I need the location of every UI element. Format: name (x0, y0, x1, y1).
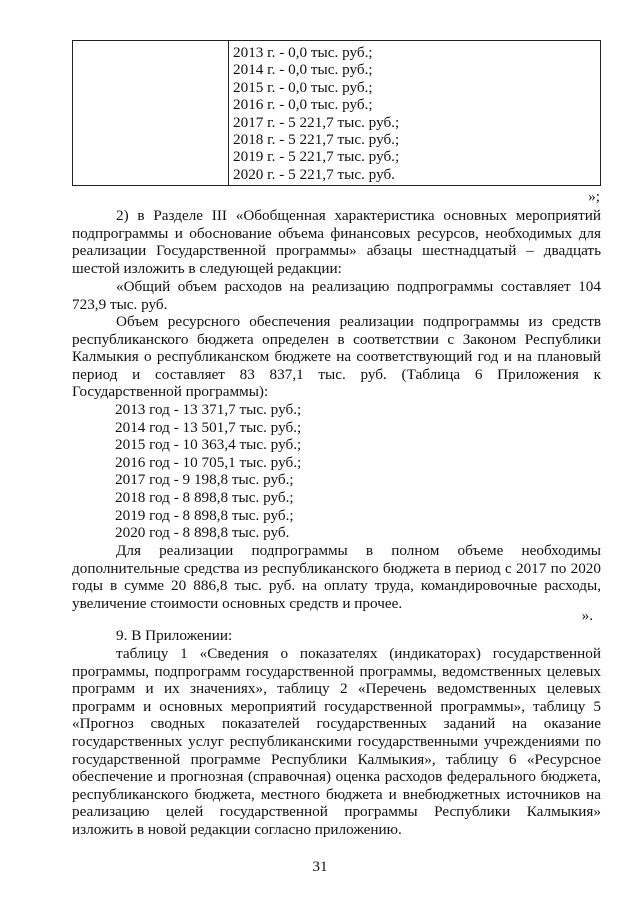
table-row: 2014 г. - 0,0 тыс. руб.; (233, 61, 373, 79)
heading-appendix: 9. В Приложении: (116, 627, 233, 644)
table-row: 2016 г. - 0,0 тыс. руб.; (233, 96, 373, 114)
table-row: 2017 г. - 5 221,7 тыс. руб.; (233, 113, 400, 131)
table-row: 2019 г. - 5 221,7 тыс. руб.; (233, 148, 400, 166)
paragraph-section-amendment: 2) в Разделе III «Обобщенная характеристика основных мероприятий подпрограммы и обоснование объема финансовых ресурсов, необходимых для реализации Государственной программы» абзацы шестнадцатый – двадцать шестой изложить в следующей редакции: (72, 207, 601, 277)
paragraph-total-expenses: «Общий объем расходов на реализацию подпрограммы составляет 104 723,9 тыс. руб. (72, 278, 601, 313)
page-number: 31 (312, 858, 328, 875)
table-cell-values (229, 41, 601, 186)
closing-quote-2: ». (581, 607, 593, 624)
list-item: 2015 год - 10 363,4 тыс. руб.; (115, 436, 302, 454)
paragraph-additional-funds: Для реализации подпрограммы в полном объеме необходимы дополнительные средства из республиканского бюджета в период с 2017 по 2020 годы в сумме 20 886,8 тыс. руб. на оплату труда, командировочные расходы, увеличение стоимости основных средств и прочее. (72, 542, 601, 612)
paragraph-resource-provision: Объем ресурсного обеспечения реализации подпрограммы из средств республиканского бюджета определен в соответствии с Законом Республики Калмыкия о республиканском бюджете на соответствующий год и на плановый период и составляет 83 837,1 тыс. руб. (Таблица 6 Приложения к Государственной программы): (72, 313, 601, 401)
yearly-funding-list (115, 401, 301, 542)
table-row: 2020 г. - 5 221,7 тыс. руб. (233, 165, 395, 183)
list-item: 2018 год - 8 898,8 тыс. руб.; (115, 488, 294, 506)
table-cell-label (73, 41, 229, 186)
list-item: 2020 год - 8 898,8 тыс. руб. (115, 524, 290, 542)
list-item: 2014 год - 13 501,7 тыс. руб.; (115, 418, 302, 436)
table-row: 2015 г. - 0,0 тыс. руб.; (233, 78, 373, 96)
list-item: 2017 год - 9 198,8 тыс. руб.; (115, 471, 294, 489)
closing-quote-1: »; (588, 188, 600, 205)
table-row: 2018 г. - 5 221,7 тыс. руб.; (233, 130, 400, 148)
paragraph-appendix-tables: таблицу 1 «Сведения о показателях (индикаторах) государственной программы, подпрограмм государственной программы, ведомственных целевых программ и их значениях», таблицу 2 «Перечень ведомственных целевых программ и основных мероприятий государственной программы», таблицу 5 «Прогноз сводных показателей государственных заданий на оказание государственных услуг республиканскими государственными учреждениями по государственной программе Республики Калмыкия», таблицу 6 «Ресурсное обеспечение и прогнозная (справочная) оценка расходов федерального бюджета, республиканского бюджета, местного бюджета и внебюджетных источников на реализацию целей государственной программы Республики Калмыкия» изложить в новой редакции согласно приложению. (72, 645, 601, 838)
list-item: 2016 год - 10 705,1 тыс. руб.; (115, 453, 302, 471)
table-row: 2013 г. - 0,0 тыс. руб.; (233, 44, 373, 61)
list-item: 2019 год - 8 898,8 тыс. руб.; (115, 506, 294, 524)
funding-table-fragment (72, 40, 601, 186)
list-item: 2013 год - 13 371,7 тыс. руб.; (115, 401, 302, 418)
